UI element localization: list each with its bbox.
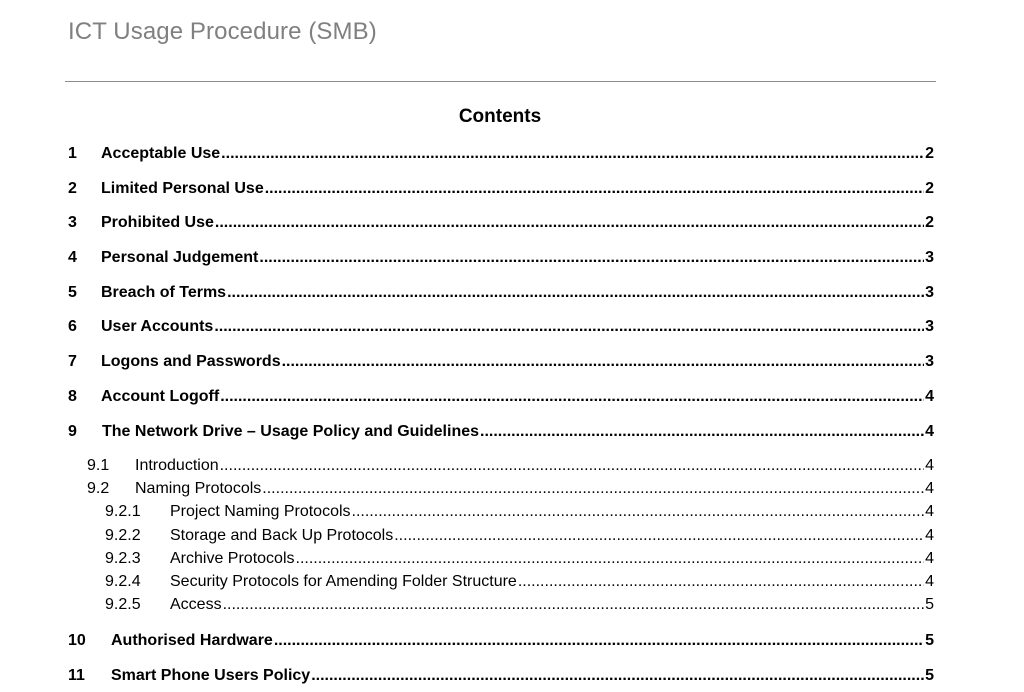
toc-leader-dots xyxy=(227,283,924,303)
toc-leader-dots xyxy=(265,179,924,199)
toc-leader-dots xyxy=(220,387,924,407)
header-divider xyxy=(65,81,936,82)
toc-entry-label: Authorised Hardware xyxy=(111,632,273,649)
toc-entry-page: 3 xyxy=(925,249,934,266)
toc-entry-number: 11 xyxy=(68,667,85,684)
toc-entry[interactable] xyxy=(105,526,934,546)
toc-entry-label: Prohibited Use xyxy=(101,214,214,231)
toc-entry-page: 2 xyxy=(925,180,934,197)
toc-entry-label: Acceptable Use xyxy=(101,145,221,162)
toc-entry-page: 5 xyxy=(925,632,934,649)
toc-entry-label: Security Protocols for Amending Folder Structure xyxy=(170,573,517,590)
toc-entry-number: 9.2.3 xyxy=(105,550,141,567)
toc-entry-number: 8 xyxy=(68,388,77,405)
toc-leader-dots xyxy=(352,502,925,522)
toc-entry-number: 9.2 xyxy=(87,480,110,497)
toc-entry-label: Naming Protocols xyxy=(135,480,262,497)
toc-entry-page: 3 xyxy=(925,318,934,335)
toc-entry-label: Project Naming Protocols xyxy=(170,503,351,520)
toc-entry-label: User Accounts xyxy=(101,318,214,335)
toc-entry-label: Logons and Passwords xyxy=(101,353,281,370)
toc-entry-page: 4 xyxy=(925,423,934,440)
toc-entry-page: 4 xyxy=(925,550,934,567)
toc-entry-number: 3 xyxy=(68,214,77,231)
toc-entry-label: Personal Judgement xyxy=(101,249,259,266)
toc-entry-number: 9 xyxy=(68,423,77,440)
toc-entry[interactable] xyxy=(105,572,934,592)
toc-entry-label: Account Logoff xyxy=(101,388,220,405)
toc-leader-dots xyxy=(259,248,924,268)
toc-entry-number: 4 xyxy=(68,249,77,266)
toc-entry[interactable] xyxy=(87,479,934,499)
toc-leader-dots xyxy=(221,144,924,164)
toc-entry-label: Breach of Terms xyxy=(101,284,227,301)
toc-entry[interactable] xyxy=(68,387,934,407)
toc-entry-number: 5 xyxy=(68,284,77,301)
toc-entry-label: Limited Personal Use xyxy=(101,180,264,197)
toc-entry-page: 4 xyxy=(925,480,934,497)
toc-entry-page: 5 xyxy=(925,596,934,613)
toc-entry[interactable] xyxy=(68,666,934,686)
toc-entry-page: 5 xyxy=(925,667,934,684)
toc-entry[interactable] xyxy=(105,502,934,522)
toc-leader-dots xyxy=(311,666,924,686)
toc-entry-page: 2 xyxy=(925,145,934,162)
toc-entry[interactable] xyxy=(105,595,934,615)
toc-entry-page: 4 xyxy=(925,573,934,590)
toc-entry-page: 3 xyxy=(925,353,934,370)
toc-entry-page: 4 xyxy=(925,388,934,405)
toc-leader-dots xyxy=(262,479,924,499)
toc-entry[interactable] xyxy=(68,631,934,651)
toc-entry-number: 9.2.2 xyxy=(105,527,141,544)
toc-entry[interactable] xyxy=(105,549,934,569)
toc-entry-label: The Network Drive – Usage Policy and Guidelines xyxy=(102,423,480,440)
toc-entry-number: 1 xyxy=(68,145,77,162)
toc-entry-number: 9.2.4 xyxy=(105,573,141,590)
toc-title: Contents xyxy=(458,106,542,127)
toc-entry[interactable] xyxy=(68,144,934,164)
toc-entry-number: 9.2.1 xyxy=(105,503,141,520)
toc-entry-page: 4 xyxy=(925,457,934,474)
toc-entry[interactable] xyxy=(68,422,934,442)
toc-entry-page: 4 xyxy=(925,527,934,544)
toc-leader-dots xyxy=(220,456,924,476)
toc-entry-number: 10 xyxy=(68,632,86,649)
toc-leader-dots xyxy=(394,526,924,546)
toc-entry-page: 3 xyxy=(925,284,934,301)
toc-entry-label: Smart Phone Users Policy xyxy=(111,667,311,684)
toc-leader-dots xyxy=(518,572,924,592)
toc-entry[interactable] xyxy=(68,317,934,337)
toc-leader-dots xyxy=(282,352,925,372)
toc-entry-number: 9.2.5 xyxy=(105,596,141,613)
toc-entry-number: 6 xyxy=(68,318,77,335)
document-header-title: ICT Usage Procedure (SMB) xyxy=(68,18,377,45)
toc-entry[interactable] xyxy=(68,179,934,199)
toc-entry-label: Archive Protocols xyxy=(170,550,295,567)
toc-entry-label: Storage and Back Up Protocols xyxy=(170,527,394,544)
toc-entry-number: 7 xyxy=(68,353,77,370)
toc-leader-dots xyxy=(214,317,924,337)
toc-entry[interactable] xyxy=(87,456,934,476)
toc-entry[interactable] xyxy=(68,352,934,372)
toc-entry-page: 4 xyxy=(925,503,934,520)
toc-entry-number: 2 xyxy=(68,180,77,197)
toc-leader-dots xyxy=(274,631,924,651)
toc-entry-label: Access xyxy=(170,596,222,613)
toc-entry[interactable] xyxy=(68,283,934,303)
toc-leader-dots xyxy=(215,213,924,233)
toc-leader-dots xyxy=(296,549,925,569)
toc-entry-label: Introduction xyxy=(135,457,219,474)
toc-leader-dots xyxy=(223,595,925,615)
toc-leader-dots xyxy=(480,422,924,442)
toc-entry-page: 2 xyxy=(925,214,934,231)
toc-entry[interactable] xyxy=(68,248,934,268)
toc-entry-number: 9.1 xyxy=(87,457,110,474)
toc-entry[interactable] xyxy=(68,213,934,233)
